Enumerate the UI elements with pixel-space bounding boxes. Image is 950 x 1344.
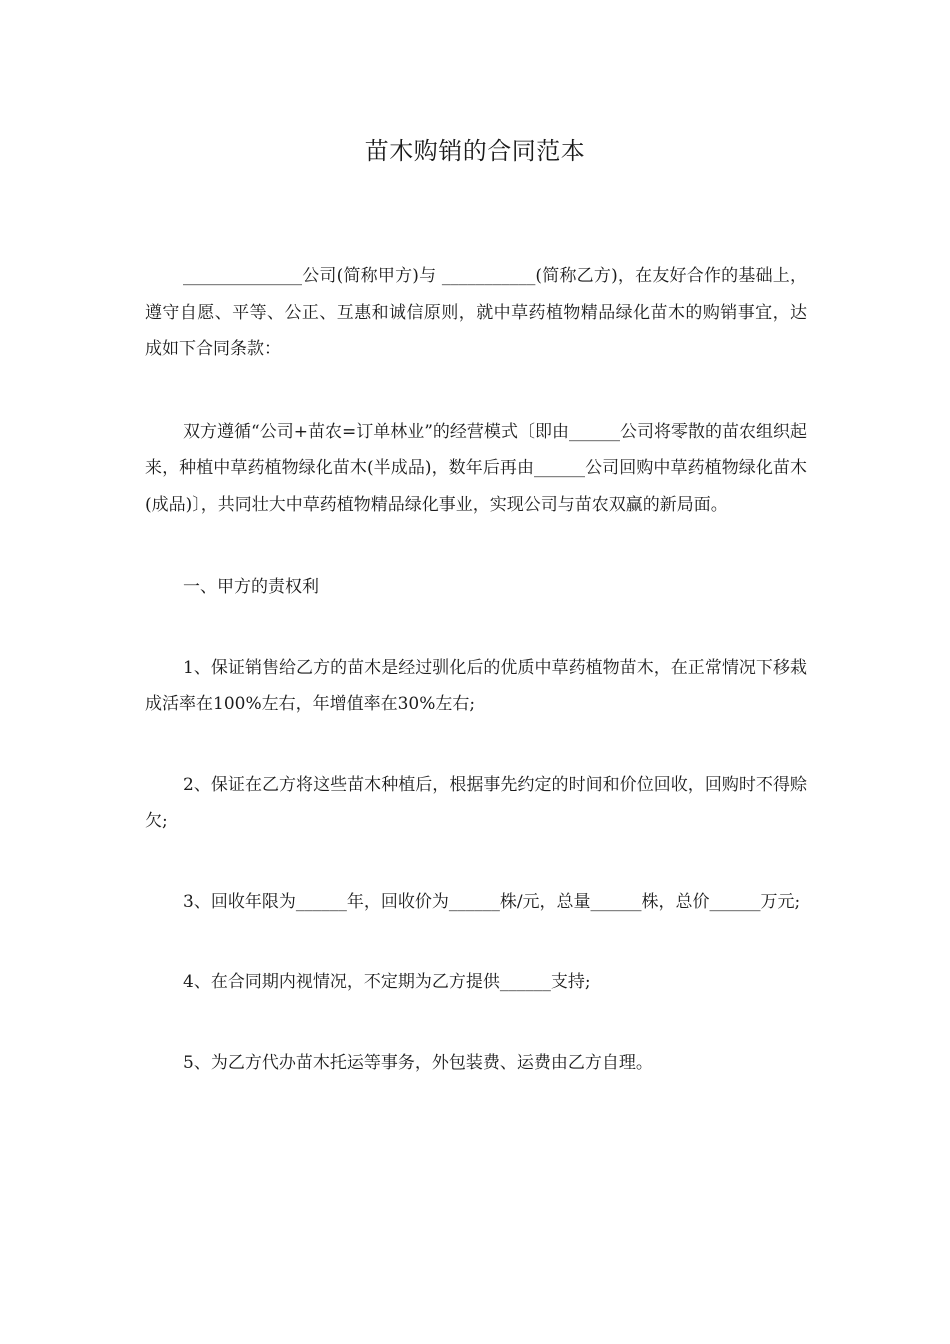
clause-3: 3、回收年限为______年，回收价为______株/元，总量______株，总价______万元;	[183, 891, 801, 912]
paragraph-business-model: 双方遵循“公司+苗农=订单林业”的经营模式〔即由______公司将零散的苗农组织起来，种植中草药植物绿化苗木(半成品)，数年后再由______公司回购中草药植物绿化苗木(成品)〕，共同壮大中草药植物精品绿化事业，实现公司与苗农双赢的新局面。	[145, 421, 807, 515]
clause-2: 2、保证在乙方将这些苗木种植后，根据事先约定的时间和价位回收，回购时不得赊欠;	[145, 774, 807, 831]
clause-4: 4、在合同期内视情况，不定期为乙方提供______支持;	[183, 972, 591, 992]
clause-1: 1、保证销售给乙方的苗木是经过驯化后的优质中草药植物苗木，在正常情况下移栽成活率在100%左右，年增值率在30%左右;	[145, 657, 807, 714]
document-body	[145, 258, 807, 1081]
clause-5: 5、为乙方代办苗木托运等事务，外包装费、运费由乙方自理。	[183, 1052, 653, 1073]
section-heading-party-a: 一、甲方的责权利	[183, 577, 319, 597]
paragraph-preamble: ______________公司(简称甲方)与 ___________(简称乙方)，在友好合作的基础上，遵守自愿、平等、公正、互惠和诚信原则，就中草药植物精品绿化苗木的购销事宜，达成如下合同条款：	[145, 266, 807, 359]
document-title: 苗木购销的合同范本	[364, 137, 586, 165]
